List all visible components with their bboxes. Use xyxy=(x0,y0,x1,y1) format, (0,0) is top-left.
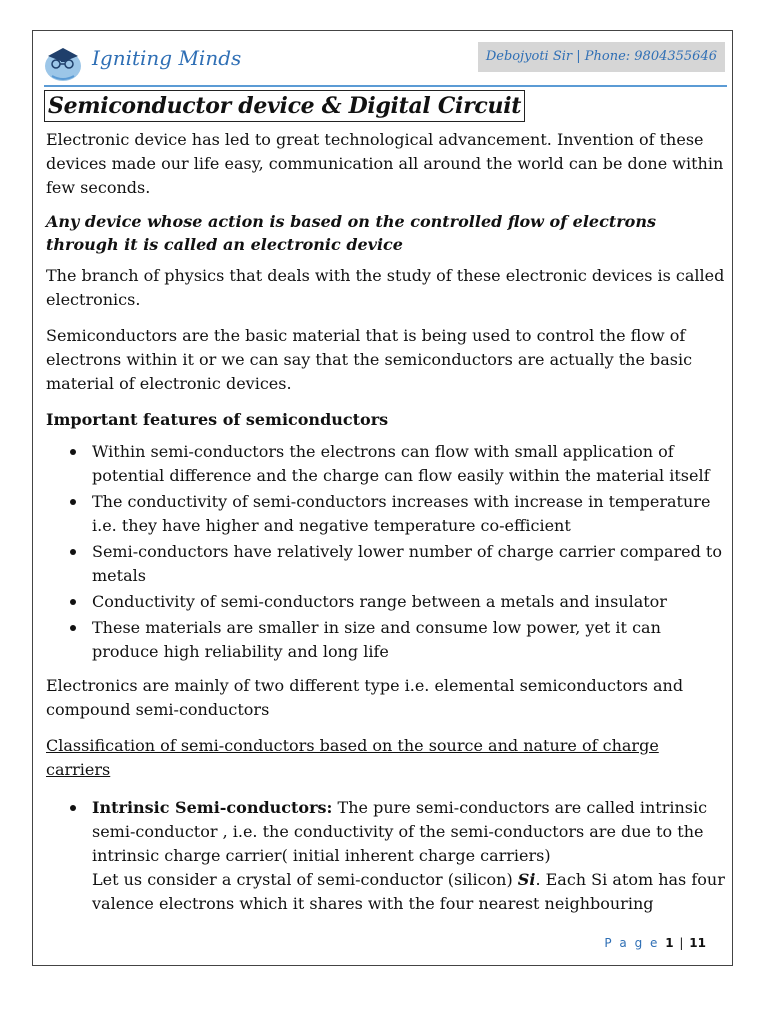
page-number: 1 xyxy=(665,936,674,950)
list-item: Conductivity of semi-conductors range between a metals and insulator xyxy=(92,590,726,614)
page-separator: | xyxy=(679,936,684,950)
list-item: The conductivity of semi-conductors increases with increase in temperature i.e. they have higher and negative temperature co-efficient xyxy=(92,490,726,538)
crystal-text-end: . Each Si atom has four valence electrons which it shares with the four nearest neighbouring xyxy=(92,870,725,913)
page-footer xyxy=(604,936,706,950)
silicon-symbol: Si xyxy=(517,870,536,889)
page-header xyxy=(40,38,727,88)
list-item: Semi-conductors have relatively lower number of charge carrier compared to metals xyxy=(92,540,726,588)
list-item xyxy=(92,796,726,916)
document-body xyxy=(46,90,726,916)
intrinsic-text: The pure semi-conductors are called intrinsic semi-conductor , i.e. the conductivity of the semi-conductors are due to the intrinsic charge carrier( initial inherent charge carriers) xyxy=(92,798,708,865)
list-item: Within semi-conductors the electrons can flow with small application of potential difference and the charge can flow easily within the material itself xyxy=(92,440,726,488)
list-item: These materials are smaller in size and consume low power, yet it can produce high reliability and long life xyxy=(92,616,726,664)
intro-paragraph: Electronic device has led to great technological advancement. Invention of these devices made our life easy, communication all around the world can be done within few seconds. xyxy=(46,130,724,197)
classification-heading: Classification of semi-conductors based on the source and nature of charge carriers xyxy=(46,736,659,779)
contact-info: Debojyoti Sir | Phone: 9804355646 xyxy=(478,42,725,72)
electronics-paragraph: The branch of physics that deals with the study of these electronic devices is called electronics. xyxy=(46,266,725,309)
brain-logo-icon xyxy=(40,42,86,84)
header-divider xyxy=(44,85,727,87)
semiconductors-paragraph: Semiconductors are the basic material that is being used to control the flow of electrons within it or we can say that the semiconductors are actually the basic material of electronic devices. xyxy=(46,326,693,393)
features-list xyxy=(46,440,726,664)
features-heading: Important features of semiconductors xyxy=(46,410,389,429)
types-paragraph: Electronics are mainly of two different type i.e. elemental semiconductors and compound semi-conductors xyxy=(46,676,684,719)
document-title: Semiconductor device & Digital Circuit xyxy=(44,90,525,122)
crystal-text-start: Let us consider a crystal of semi-conductor (silicon) xyxy=(92,870,518,889)
page-word: P a g e xyxy=(604,936,660,950)
definition-paragraph: Any device whose action is based on the controlled flow of electrons through it is called an electronic device xyxy=(46,212,656,254)
page-total: 11 xyxy=(689,936,706,950)
intrinsic-label: Intrinsic Semi-conductors: xyxy=(92,798,333,817)
brand-name: Igniting Minds xyxy=(92,46,242,70)
classification-list xyxy=(46,796,726,916)
